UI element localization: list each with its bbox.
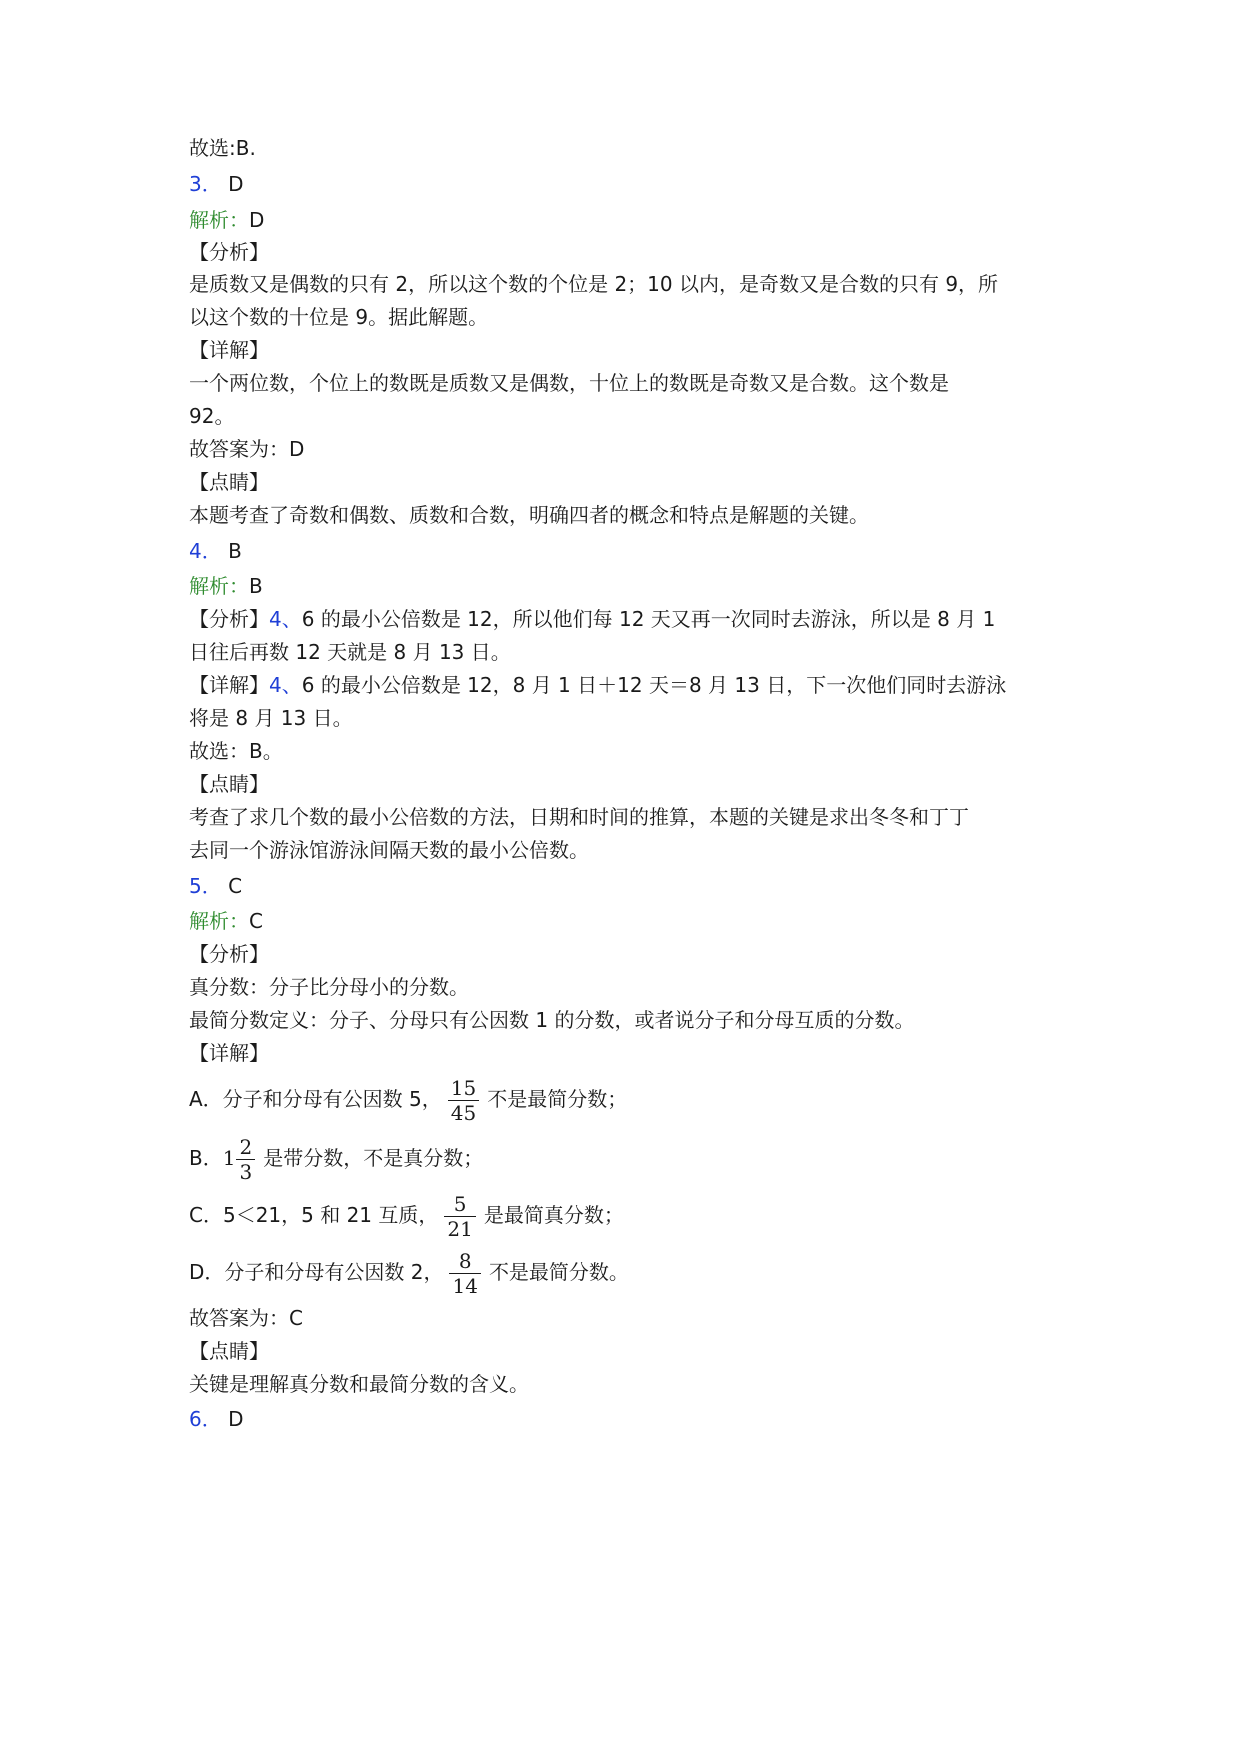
question-3-header bbox=[189, 170, 244, 198]
text-line: 一个两位数，个位上的数既是质数又是偶数，十位上的数既是奇数又是合数。这个数是 bbox=[189, 371, 949, 395]
section-heading: 【点睛】 bbox=[189, 1339, 269, 1363]
fraction: $\frac{5}{21}$ bbox=[444, 1192, 475, 1241]
text-line: 真分数：分子比分母小的分数。 bbox=[189, 975, 469, 999]
analysis-label: 解析： bbox=[189, 909, 249, 933]
question-number: 6． bbox=[189, 1407, 222, 1431]
answer-letter: D bbox=[228, 1407, 244, 1431]
text-line: 将是 8 月 13 日。 bbox=[189, 706, 353, 730]
question-4-header bbox=[189, 537, 242, 565]
answer-letter: C bbox=[228, 874, 243, 898]
analysis-line: 解析：B bbox=[189, 574, 263, 598]
section-heading: 【详解】 bbox=[189, 1041, 269, 1065]
fraction: $\frac{2}{3}$ bbox=[236, 1135, 255, 1184]
text-line: 日往后再数 12 天就是 8 月 13 日。 bbox=[189, 640, 511, 664]
question-5-header bbox=[189, 872, 242, 900]
text-line: 故答案为：C bbox=[189, 1306, 303, 1330]
text-line: 【分析】4、6 的最小公倍数是 12，所以他们每 12 天又再一次同时去游泳，所以是 8 月 1 bbox=[189, 607, 996, 631]
section-heading: 【分析】 bbox=[189, 240, 269, 264]
option-b-line: B．1 $\frac{2}{3}$ 是带分数，不是真分数； bbox=[189, 1135, 484, 1184]
analysis-label: 解析： bbox=[189, 574, 249, 598]
option-d-line: D．分子和分母有公因数 2， $\frac{8}{14}$ 不是最简分数。 bbox=[189, 1249, 629, 1298]
option-a-line: A．分子和分母有公因数 5， $\frac{15}{45}$ 不是最简分数； bbox=[189, 1076, 628, 1125]
analysis-line: 解析：C bbox=[189, 909, 263, 933]
question-number: 4． bbox=[189, 539, 222, 563]
text-line: 故选:B. bbox=[189, 136, 256, 160]
fraction: $\frac{8}{14}$ bbox=[449, 1249, 480, 1298]
text-line: 以这个数的十位是 9。据此解题。 bbox=[189, 305, 489, 329]
analysis-label: 解析： bbox=[189, 208, 249, 232]
text-line: 【详解】4、6 的最小公倍数是 12，8 月 1 日＋12 天＝8 月 13 日，下一次他们同时去游泳 bbox=[189, 673, 1007, 697]
section-heading: 【分析】 bbox=[189, 942, 269, 966]
question-number: 3． bbox=[189, 172, 222, 196]
section-heading: 【点睛】 bbox=[189, 772, 269, 796]
answer-letter: D bbox=[228, 172, 244, 196]
text-line: 故选：B。 bbox=[189, 739, 283, 763]
option-c-line: C．5＜21，5 和 21 互质， $\frac{5}{21}$ 是最简真分数； bbox=[189, 1192, 624, 1241]
analysis-line: 解析：D bbox=[189, 208, 265, 232]
text-line: 最简分数定义：分子、分母只有公因数 1 的分数，或者说分子和分母互质的分数。 bbox=[189, 1008, 915, 1032]
text-line: 本题考查了奇数和偶数、质数和合数，明确四者的概念和特点是解题的关键。 bbox=[189, 503, 869, 527]
text-line: 92。 bbox=[189, 404, 235, 428]
text-line: 关键是理解真分数和最简分数的含义。 bbox=[189, 1372, 529, 1396]
text-line: 故答案为：D bbox=[189, 437, 305, 461]
section-heading: 【点睛】 bbox=[189, 470, 269, 494]
text-line: 去同一个游泳馆游泳间隔天数的最小公倍数。 bbox=[189, 838, 589, 862]
answer-letter: B bbox=[228, 539, 242, 563]
text-line: 考查了求几个数的最小公倍数的方法，日期和时间的推算，本题的关键是求出冬冬和丁丁 bbox=[189, 805, 969, 829]
question-number: 5． bbox=[189, 874, 222, 898]
question-6-header bbox=[189, 1405, 244, 1433]
section-heading: 【详解】 bbox=[189, 338, 269, 362]
text-line: 是质数又是偶数的只有 2，所以这个数的个位是 2；10 以内，是奇数又是合数的只有 9，所 bbox=[189, 272, 999, 296]
fraction: $\frac{15}{45}$ bbox=[448, 1076, 479, 1125]
